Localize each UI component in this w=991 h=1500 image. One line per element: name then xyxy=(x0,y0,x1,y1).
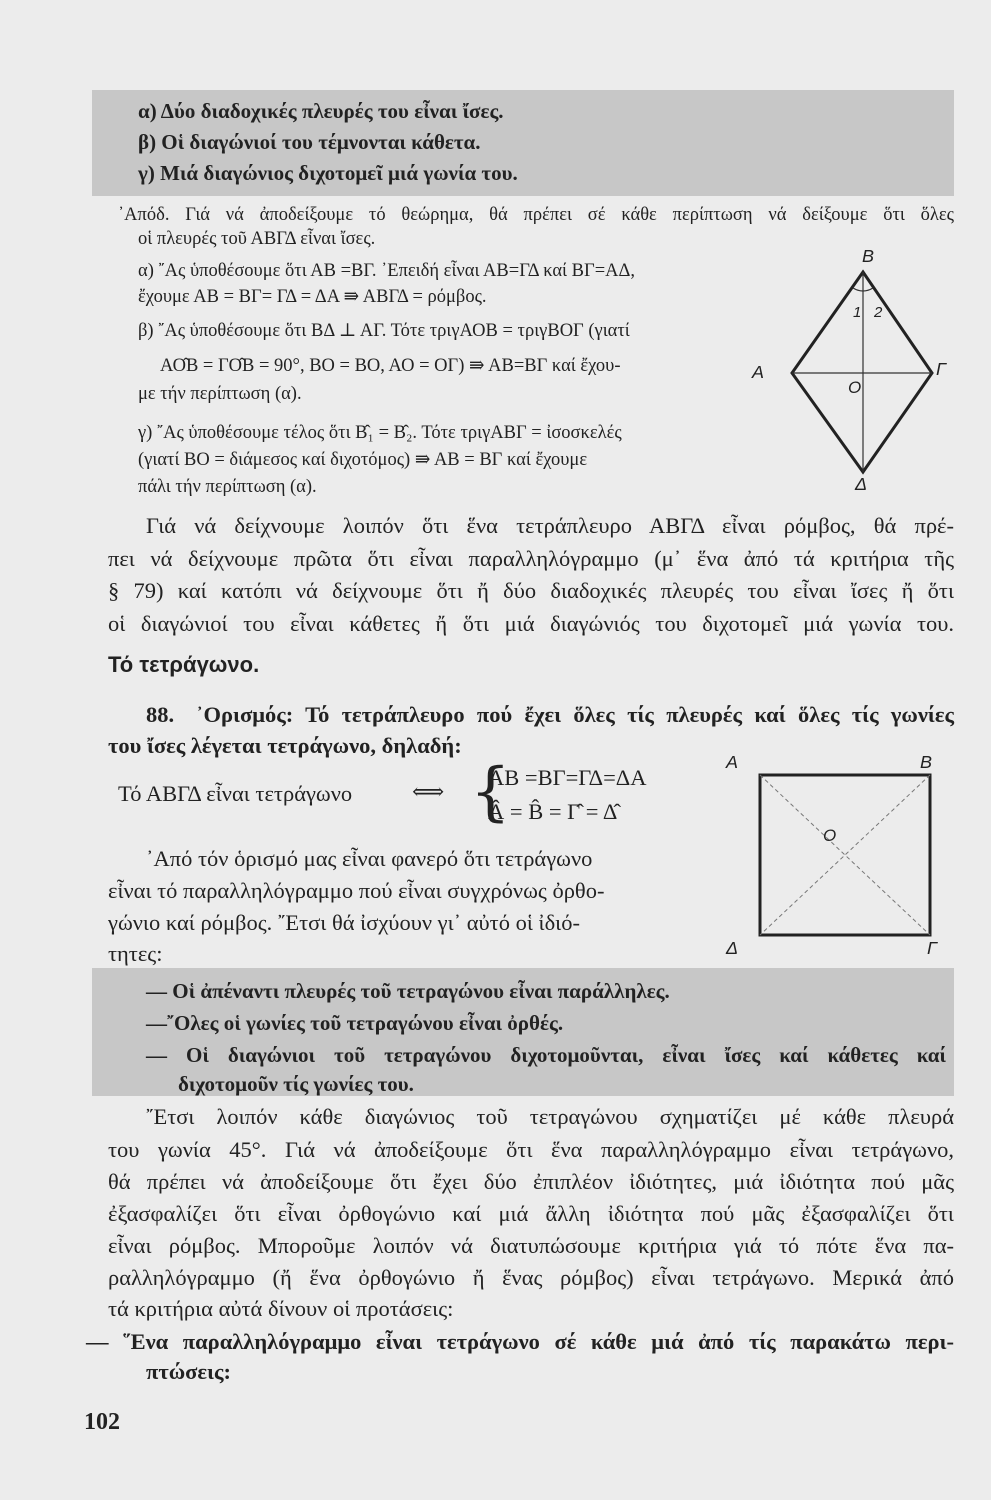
rhombus-label-a: Α xyxy=(752,362,765,382)
property-c: γ) Μιά διαγώνιος διχοτομεῖ μιά γωνία του. xyxy=(138,161,518,185)
body-line: πει νά δείχνουμε πρῶτα ὅτι εἶναι παραλληλόγραμμο (μ᾽ ἕνα ἀπό τά κριτήρια τῆς xyxy=(108,546,954,571)
body-line: εἶναι τό παραλληλόγραμμο πού εἶναι συγχρόνως ὀρθο- xyxy=(108,878,605,903)
square-label-o: Ο xyxy=(823,826,837,845)
square-label-a: Α xyxy=(726,752,739,772)
definition-number: 88. xyxy=(146,702,175,727)
square-label-b: Β xyxy=(920,752,933,772)
proof-line: (γιατί ΒΟ = διάμεσος καί διχοτόμος) ⇛ ΑΒ = ΒΓ καί ἔχουμε xyxy=(138,450,588,470)
body-line: ἐξασφαλίζει ὅτι εἶναι ὀρθογώνιο καί μιά ἄλλη ἰδιότητα πού μᾶς ἐξασφαλίζει ὅτι xyxy=(108,1201,954,1226)
body-line: § 79) καί κατόπι νά δείχνουμε ὅτι ἤ δύο διαδοχικές πλευρές του εἶναι ἴσες ἤ ὅτι xyxy=(108,578,954,603)
body-line: γώνιο καί ρόμβος. ῎Ετσι θά ἰσχύουν γι᾽ αὐτό οἱ ἰδιό- xyxy=(108,910,580,935)
property-a: α) Δύο διαδοχικές πλευρές του εἶναι ἴσες. xyxy=(138,99,504,123)
proof-line: με τήν περίπτωση (α). xyxy=(138,384,302,404)
body-line: ραλληλόγραμμο (ἤ ἕνα ὀρθογώνιο ἤ ἕνας ρόμβος) εἶναι τετράγωνο. Μερικά ἀπό xyxy=(108,1265,954,1290)
rhombus-label-g: Γ xyxy=(936,359,947,379)
proof-line: πάλι τήν περίπτωση (α). xyxy=(138,477,317,497)
body-line: ῎Ετσι λοιπόν κάθε διαγώνιος τοῦ τετραγώνου σχηματίζει μέ κάθε πλευρά xyxy=(146,1104,954,1129)
formula-brace: { xyxy=(470,755,511,829)
body-line: Γιά νά δείχνουμε λοιπόν ὅτι ἕνα τετράπλευρο ΑΒΓΔ εἶναι ρόμβος, θά πρέ- xyxy=(146,513,954,538)
square-property: διχοτομοῦν τίς γωνίες του. xyxy=(178,1072,414,1096)
body-line: τά κριτήρια αὐτά δίνουν οἱ προτάσεις: xyxy=(108,1296,454,1321)
square-figure xyxy=(740,755,960,955)
rhombus-outline xyxy=(792,272,932,472)
rhombus-label-2: 2 xyxy=(874,304,883,321)
body-line: τητες: xyxy=(108,941,163,966)
equivalence-arrow: ⟺ xyxy=(412,779,445,805)
proof-line: ᾽Απόδ. Γιά νά ἀποδείξουμε τό θεώρημα, θά πρέπει σέ κάθε περίπτωση νά δείξουμε ὅτι ὅλες xyxy=(118,205,954,225)
body-line: εἶναι ρόμβος. Μποροῦμε λοιπόν νά διατυπώσουμε κριτήρια γιά τό πότε ἕνα πα- xyxy=(108,1233,954,1258)
formula-lhs: Τό ΑΒΓΔ εἶναι τετράγωνο xyxy=(118,781,353,806)
body-line: οἱ διαγώνιοί του εἶναι κάθετες ἤ ὅτι μιά διαγώνιός του διχοτομεῖ μιά γωνία του. xyxy=(108,611,954,636)
square-label-d: Δ xyxy=(726,938,739,958)
rhombus-label-b: Β xyxy=(862,246,875,266)
square-property: — Οἱ ἀπέναντι πλευρές τοῦ τετραγώνου εἶναι παράλληλες. xyxy=(146,979,670,1003)
definition-line: ᾽Ορισμός: Τό τετράπλευρο πού ἔχει ὅλες τίς πλευρές καί ὅλες τίς γωνίες xyxy=(196,702,954,727)
rhombus-label-d: Δ xyxy=(855,474,868,494)
square-property: — Οἱ διαγώνιοι τοῦ τετραγώνου διχοτομοῦνται, εἶναι ἴσες καί κάθετες καί xyxy=(146,1043,946,1067)
formula-row1: ΑΒ =ΒΓ=ΓΔ=ΔΑ xyxy=(488,765,647,790)
body-line: ᾽Από τόν ὁρισμό μας εἶναι φανερό ὅτι τετράγωνο xyxy=(146,846,593,871)
body-line: θά πρέπει νά ἀποδείξουμε ὅτι ἔχει δύο ἐπιπλέον ἰδιότητες, μιά ἰδιότητα πού μᾶς xyxy=(108,1169,954,1194)
proof-line: ΑΟ̂Β = ΓΟ̂Β = 90°, ΒΟ = ΒΟ, ΑΟ = ΟΓ) ⇛ ΑΒ=ΒΓ καί ἔχου- xyxy=(160,356,621,376)
rhombus-figure xyxy=(780,240,980,500)
proof-line: γ) ῎Ας ὑποθέσουμε τέλος ὅτι Β̂₁ = Β̂₂. Τότε τριγΑΒΓ = ἰσοσκελές xyxy=(138,423,622,443)
page-number: 102 xyxy=(84,1409,120,1435)
square-property: —῎Ολες οἱ γωνίες τοῦ τετραγώνου εἶναι ὀρθές. xyxy=(146,1011,564,1035)
criteria-line: — ῞Ενα παραλληλόγραμμο εἶναι τετράγωνο σέ κάθε μιά ἀπό τίς παρακάτω περι- xyxy=(86,1329,954,1354)
body-line: του γωνία 45°. Γιά νά ἀποδείξουμε ὅτι ἕνα παραλληλόγραμμο εἶναι τετράγωνο, xyxy=(108,1137,954,1162)
square-label-g: Γ xyxy=(927,938,938,958)
criteria-line: πτώσεις: xyxy=(146,1359,231,1384)
definition-line: του ἴσες λέγεται τετράγωνο, δηλαδή: xyxy=(108,733,462,758)
formula-row2: Â = B̂ = Γ̂ = Δ̂ xyxy=(488,799,618,824)
proof-line: α) ῎Ας ὑποθέσουμε ὅτι ΑΒ =ΒΓ. ᾽Επειδή εἶναι ΑΒ=ΓΔ καί ΒΓ=ΑΔ, xyxy=(138,261,636,281)
proof-line: οἱ πλευρές τοῦ ΑΒΓΔ εἶναι ἴσες. xyxy=(138,229,376,249)
rhombus-label-o: Ο xyxy=(848,378,862,397)
section-heading: Τό τετράγωνο. xyxy=(108,652,260,677)
proof-line: ἔχουμε ΑΒ = ΒΓ= ΓΔ = ΔΑ ⇛ ΑΒΓΔ = ρόμβος. xyxy=(138,287,487,307)
rhombus-label-1: 1 xyxy=(853,304,862,321)
proof-line: β) ῎Ας ὑποθέσουμε ὅτι ΒΔ ⊥ ΑΓ. Τότε τριγΑΟΒ = τριγΒΟΓ (γιατί xyxy=(138,321,630,341)
property-b: β) Οἱ διαγώνιοί του τέμνονται κάθετα. xyxy=(138,130,481,154)
